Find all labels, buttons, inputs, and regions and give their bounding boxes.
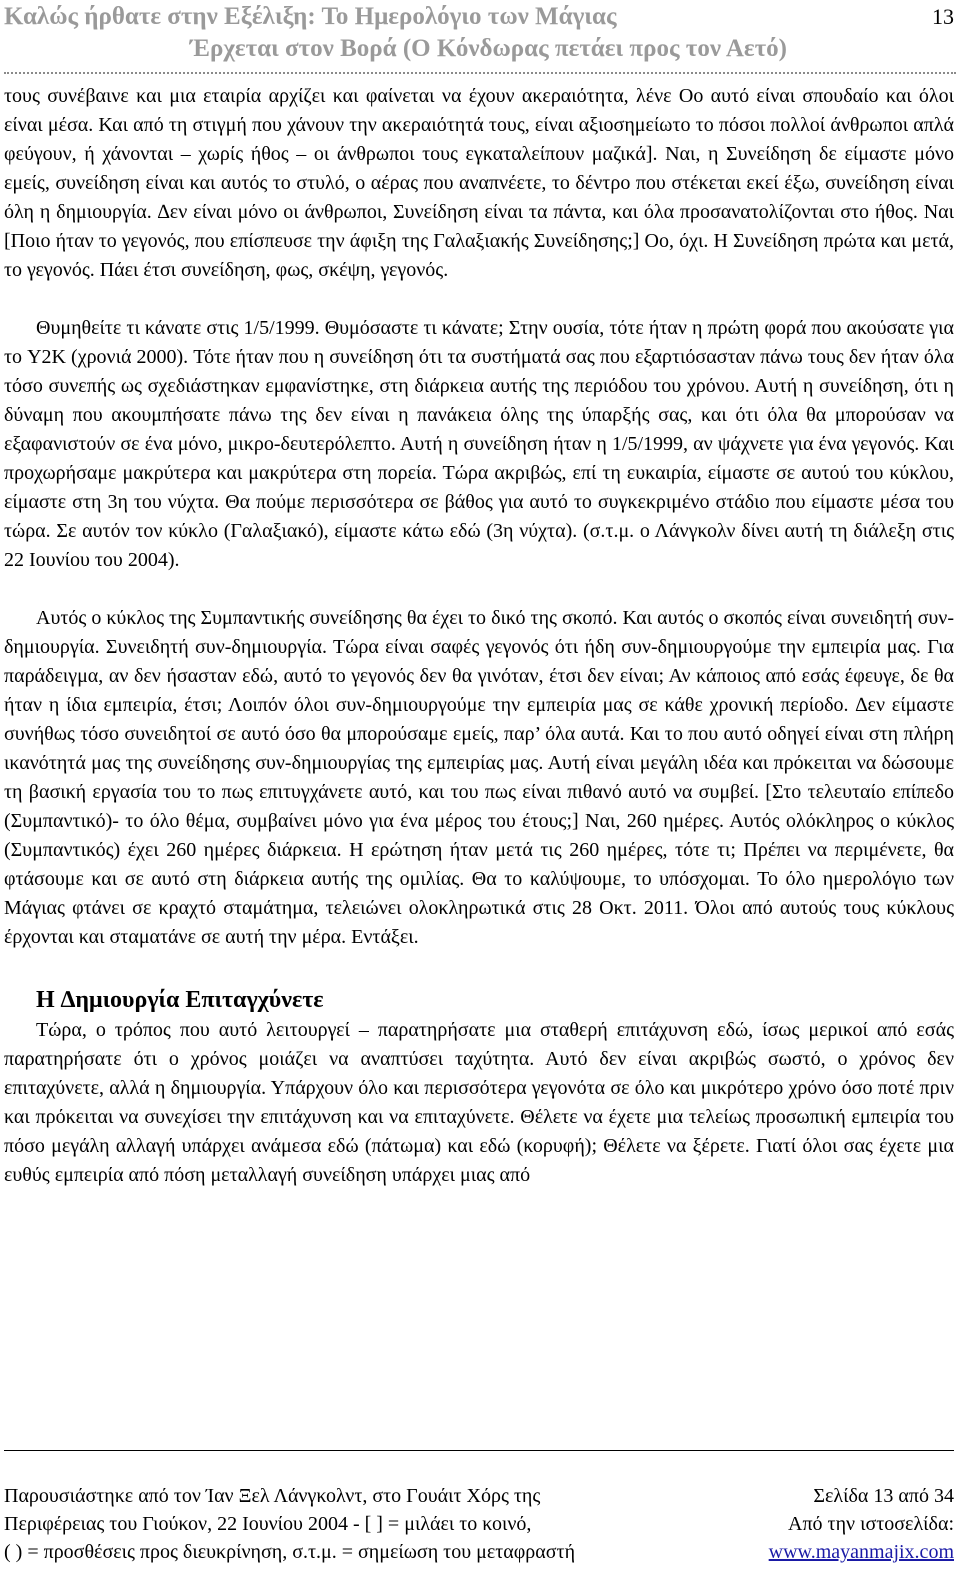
- footer-divider: [4, 1450, 954, 1451]
- footer-row-3: [4, 1539, 954, 1565]
- footer-notes-text: ( ) = προσθέσεις προς διευκρίνηση, σ.τ.μ. = σημείωση του μεταφραστή: [4, 1541, 576, 1563]
- footer-presenter-text: Παρουσιάστηκε από τον Ίαν Ξελ Λάνγκολντ, στο Γουάιτ Χόρς της: [4, 1485, 541, 1507]
- paragraph-1: τους συνέβαινε και μια εταιρία αρχίζει και φαίνεται να έχουν ακεραιότητα, λένε Οο αυτό είναι σπουδαίο και όλοι είναι μέσα. Και από τη στιγμή που χάνουν την ακεραιότητά τους, είναι αξιοσημείωτο το πόσοι πολλοί άνθρωποι απλά φεύγουν, ή χάνονται – χωρίς ήθος – οι άνθρωποι τους εγκαταλείπουν μαζικά]. Ναι, η Συνείδηση δε είμαστε μόνο εμείς, συνείδηση είναι και αυτός το στυλό, ο αέρας που αναπνέετε, το δέντρο που στέκεται εκεί έξω, συνείδηση είναι όλη η δημιουργία. ∆εν είναι μόνο οι άνθρωποι, Συνείδηση είναι τα πάντα, και όλα προσανατολίζονται στο ήθος. Ναι [Ποιο ήταν το γεγονός, που επίσπευσε την άφιξη της Γαλαξιακής Συνείδησης;] Οο, όχι. Η Συνείδηση πρώτα και μετά, το γεγονός. Πάει έτσι συνείδηση, φως, σκέψη, γεγονός.: [4, 85, 954, 281]
- paragraph-3: Αυτός ο κύκλος της Συμπαντικής συνείδησης θα έχει το δικό της σκοπό. Και αυτός ο σκοπός είναι συνειδητή συν-δημιουργία. Συνειδητή συν-δημιουργία. Τώρα είναι σαφές γεγονός ότι ήδη συν-δημιουργούμε την εμπειρία μας. Για παράδειγμα, αν δεν ήσασταν εδώ, αυτό το γεγονός δεν θα γινόταν, έτσι δεν είναι; Αν κάποιος από εσάς έφευγε, δε θα ήταν η ίδια εμπειρία, έτσι; Λοιπόν όλοι συν-δημιουργούμε την εμπειρία μας σε κάθε χρονική περίοδο. ∆εν είμαστε συνήθως τόσο συνειδητοί σε αυτό όσο θα μπορούσαμε εμείς, παρ’ όλα αυτά. Και το που αυτό οδηγεί είναι στη πλήρη ικανότητά μας της συνείδησης συν-δημιουργίας της εμπειρίας μας. Αυτή είναι μεγάλη ιδέα και πρόκειται να δώσουμε τη βασική εργασία του το πως επιτυγχάνετε αυτό, και του πως είναι πιθανό αυτό να συμβεί. [Στο τελευταίο επίπεδο (Συμπαντικό)- το όλο θέμα, συμβαίνει μόνο για ένα μέρος του έτους;] Ναι, 260 ημέρες. Αυτός ολόκληρος ο κύκλος (Συμπαντικός) έχει 260 ημέρες διάρκεια. Η ερώτηση ήταν μετά τις 260 ημέρες, τότε τι; Πρέπει να περιμένετε, θα φτάσουμε και σε αυτό στη διάρκεια αυτής της ομιλίας. Θα το καλύψουμε, το υπόσχομαι. Το όλο ημερολόγιο των Μάγιας φτάνει σε κραχτό σταμάτημα, τελειώνει ολοκληρωτικά στις 28 Οκτ. 2011. Όλοι από αυτούς τους κύκλους έρχονται και σταματάνε σε αυτή την μέρα. Εντάξει.: [4, 607, 954, 948]
- header-subtitle: Έρχεται στον Βορά (Ο Κόνδωρας πετάει προς τον Αετό): [190, 35, 787, 62]
- section-heading: Η ∆ημιουργία Επιταγχύνετε: [36, 987, 324, 1013]
- header-title: Καλώς ήρθατε στην Εξέλιξη: Το Ημερολόγιο των Μάγιας: [4, 3, 617, 30]
- website-link[interactable]: www.mayanmajix.com: [768, 1541, 954, 1563]
- footer-row-2: [4, 1511, 954, 1537]
- page-number: 13: [932, 4, 954, 29]
- document-body: [4, 82, 954, 1190]
- paragraph-4: Τώρα, ο τρόπος που αυτό λειτουργεί – παρατηρήσατε μια σταθερή επιτάχυνση εδώ, ίσως μερικοί από εσάς παρατηρήσατε ότι ο χρόνος μοιάζει να αναπτύσει ταχύτητα. Αυτό δεν είναι ακριβώς σωστό, ο χρόνος δεν επιταχύνετε, αλλά η δημιουργία. Υπάρχουν όλο και περισσότερα γεγονότα σε όλο και μικρότερο χρόνο όσο ποτέ πριν και πρόκειται να συνεχίσει την επιτάχυνση και να επιταχύνετε. Θέλετε να έχετε μια τελείως προσωπική εμπειρία του πόσο μεγάλη αλλαγή υπάρχει ανάμεσα εδώ (πάτωμα) και εδώ (κορυφή); Θέλετε να ξέρετε. Γιατί όλοι σας έχετε μια ευθύς εμπειρία από πόση μεταλλαγή συνείδηση υπάρχει μιας από: [4, 1019, 954, 1186]
- footer-page-count: Σελίδα 13 από 34: [813, 1485, 954, 1507]
- paragraph-2: Θυμηθείτε τι κάνατε στις 1/5/1999. Θυμόσαστε τι κάνατε; Στην ουσία, τότε ήταν η πρώτη φορά που ακούσατε για το Y2K (χρονιά 2000). Τότε ήταν που η συνείδηση ότι τα συστήματά σας που εξαρτιόσασταν πάνω τους δεν ήταν όλα τόσο συνεπής ως σχεδιάστηκαν εμφανίστηκε, στη διάρκεια αυτής της περιόδου του χρόνου. Αυτή η συνείδηση, ότι η δύναμη που ακουμπήσατε πάνω της δεν είναι η πανάκεια όλης της ύπαρξής σας, και ότι όλα θα μπορούσαν να εξαφανιστούν σε ένα μόνο, μικρο-δευτερόλεπτο. Αυτή η συνείδηση ήταν η 1/5/1999, αν ψάχνετε για ένα γεγονός. Και προχωρήσαμε μακρύτερα και μακρύτερα στη πορεία. Τώρα ακριβώς, επί τη ευκαιρία, είμαστε σε αυτού του κύκλου, είμαστε στη 3η του νύχτα. Θα πούμε περισσότερα σε βάθος για αυτό το συγκεκριμένο στάδιο που είμαστε μέσα του τώρα. Σε αυτόν τον κύκλο (Γαλαξιακό), είμαστε κάτω εδώ (3η νύχτα). (σ.τ.μ. ο Λάνγκολν δίνει αυτή τη διάλεξη στις 22 Ιουνίου του 2004).: [4, 317, 954, 571]
- footer-date-text: Περιφέρειας του Γιούκον, 22 Ιουνίου 2004 - [ ] = μιλάει το κοινό,: [4, 1513, 532, 1535]
- header-divider: [4, 72, 956, 74]
- footer-row-1: [4, 1483, 954, 1509]
- footer-source-label: Από την ιστοσελίδα:: [788, 1513, 954, 1535]
